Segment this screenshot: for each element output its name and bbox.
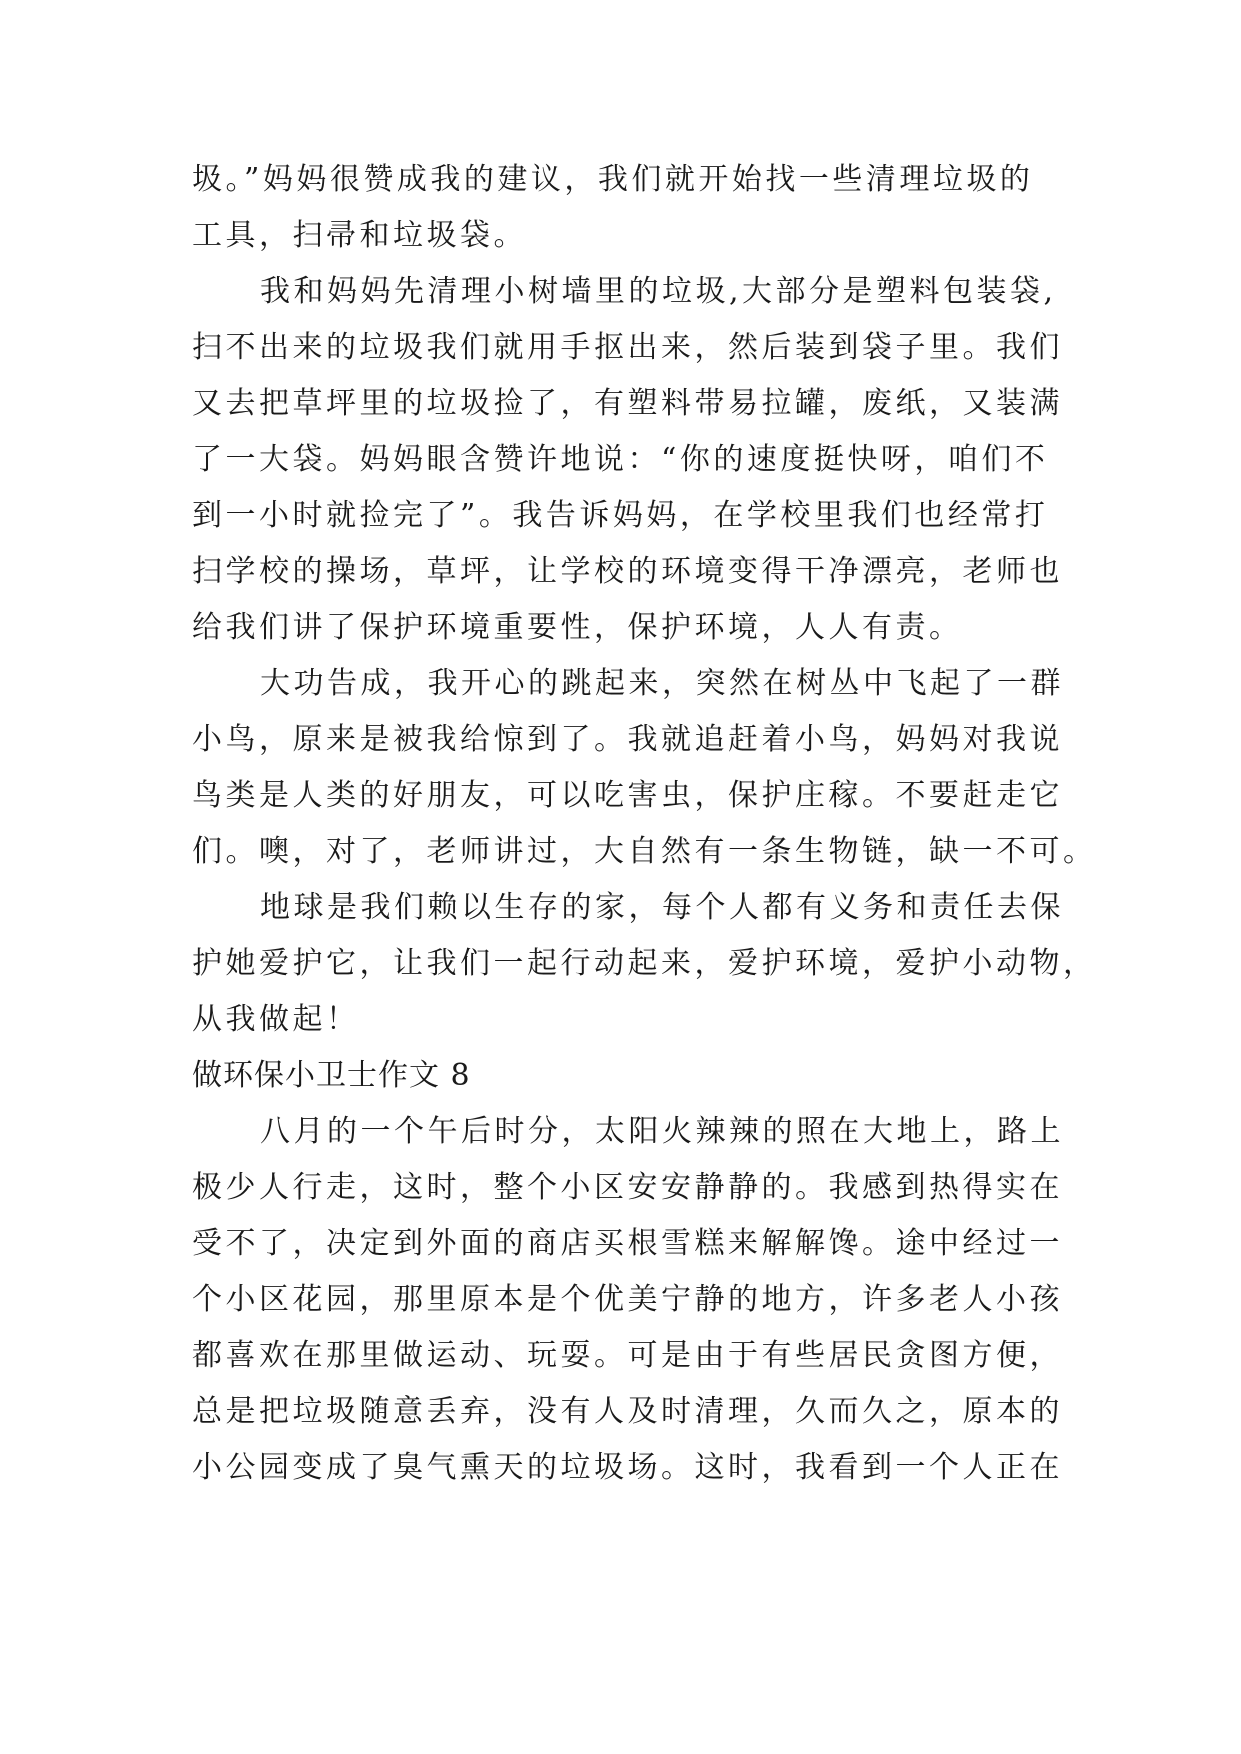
paragraph-start-line: 地球是我们赖以生存的家，每个人都有义务和责任去保 (260, 890, 1064, 925)
text-line: 总是把垃圾随意丢弃，没有人及时清理，久而久之，原本的 (192, 1394, 1063, 1429)
text-line: 受不了，决定到外面的商店买根雪糕来解解馋。途中经过一 (192, 1226, 1063, 1261)
text-line: 给我们讲了保护环境重要性，保护环境，人人有责。 (192, 610, 963, 645)
text-line: 都喜欢在那里做运动、玩耍。可是由于有些居民贪图方便， (192, 1338, 1063, 1373)
paragraph-start-line: 大功告成，我开心的跳起来，突然在树丛中飞起了一群 (260, 666, 1064, 701)
text-line: 到一小时就捡完了”。我告诉妈妈，在学校里我们也经常打 (192, 498, 1049, 533)
essay-body (192, 152, 1097, 1496)
text-line: 圾。”妈妈很赞成我的建议，我们就开始找一些清理垃圾的 (192, 162, 1034, 197)
text-line: 鸟类是人类的好朋友，可以吃害虫，保护庄稼。不要赶走它 (192, 778, 1063, 813)
text-line: 工具，扫帚和垃圾袋。 (192, 218, 527, 253)
paragraph-start-line: 八月的一个午后时分，太阳火辣辣的照在大地上，路上 (260, 1114, 1064, 1149)
paragraph-start-line: 我和妈妈先清理小树墙里的垃圾,大部分是塑料包装袋, (260, 274, 1057, 309)
section-heading: 做环保小卫士作文 8 (192, 1058, 471, 1093)
text-line: 们。噢，对了，老师讲过，大自然有一条生物链，缺一不可。 (192, 834, 1097, 869)
text-line: 小公园变成了臭气熏天的垃圾场。这时，我看到一个人正在 (192, 1450, 1063, 1485)
text-line: 极少人行走，这时，整个小区安安静静的。我感到热得实在 (192, 1170, 1063, 1205)
text-line: 扫不出来的垃圾我们就用手抠出来，然后装到袋子里。我们 (192, 330, 1063, 365)
text-line: 又去把草坪里的垃圾捡了，有塑料带易拉罐，废纸，又装满 (192, 386, 1063, 421)
text-line: 个小区花园，那里原本是个优美宁静的地方，许多老人小孩 (192, 1282, 1063, 1317)
text-line: 小鸟，原来是被我给惊到了。我就追赶着小鸟，妈妈对我说 (192, 722, 1063, 757)
text-line: 扫学校的操场，草坪，让学校的环境变得干净漂亮，老师也 (192, 554, 1063, 589)
text-line: 护她爱护它，让我们一起行动起来，爱护环境，爱护小动物， (192, 946, 1097, 981)
text-line: 从我做起！ (192, 1002, 360, 1037)
text-line: 了一大袋。妈妈眼含赞许地说：“你的速度挺快呀，咱们不 (192, 442, 1049, 477)
